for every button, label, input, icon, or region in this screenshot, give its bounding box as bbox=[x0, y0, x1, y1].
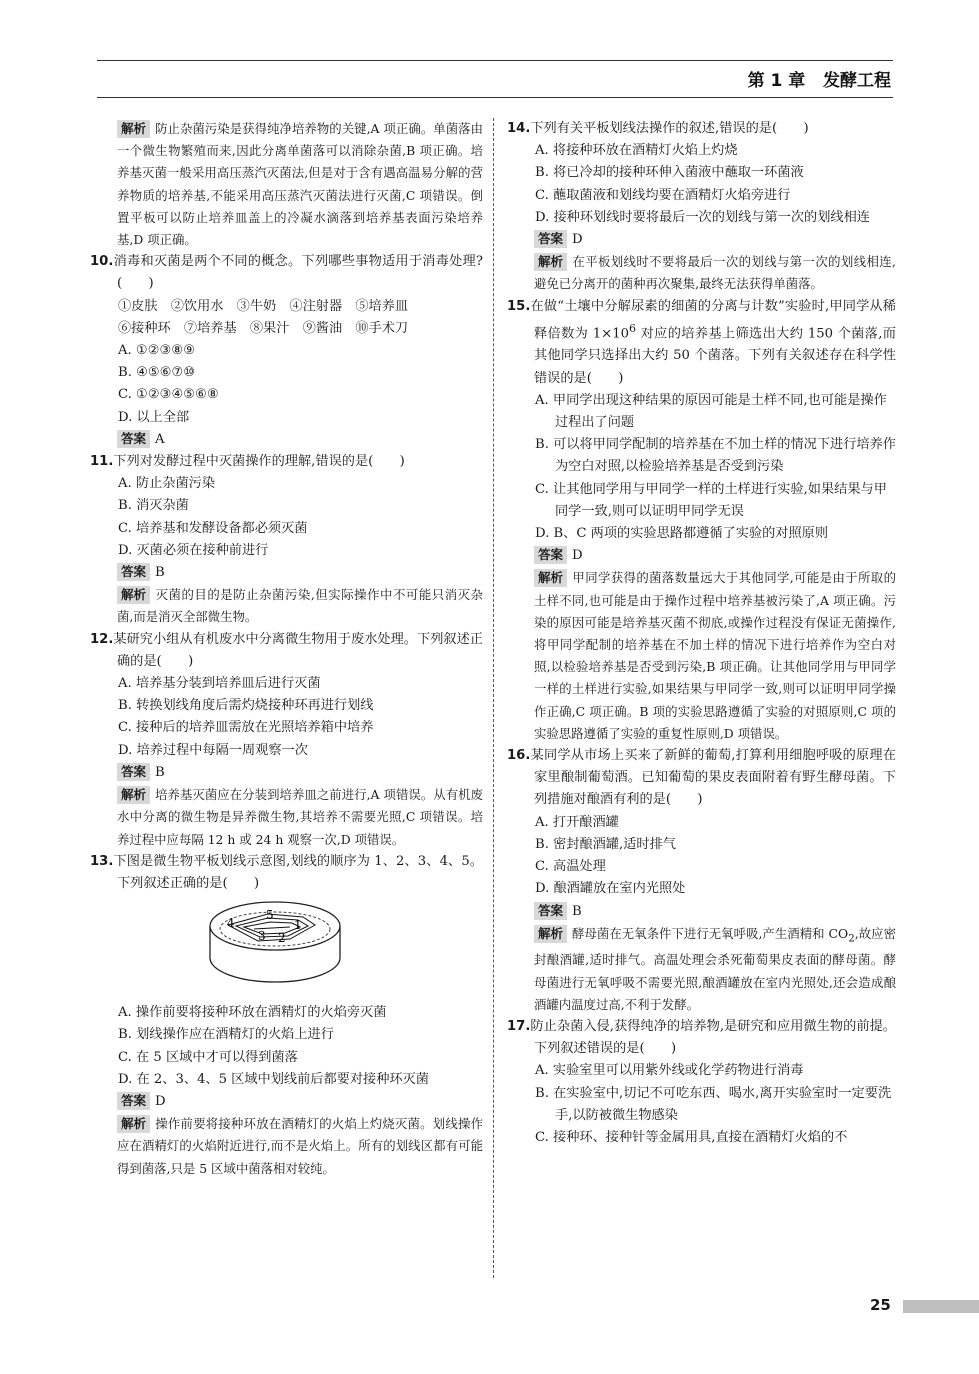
answer-tag: 答案 bbox=[534, 902, 567, 920]
explanation: 解析 在平板划线时不要将最后一次的划线与第一次的划线相连,避免已分离开的菌种再次聚集,最终无法获得单菌落。 bbox=[534, 254, 896, 292]
option-c: C. 培养基和发酵设备都必须灭菌 bbox=[118, 520, 308, 536]
item-list: ⑥接种环 ⑦培养基 ⑧果汁 ⑨酱油 ⑩手术刀 bbox=[118, 320, 409, 336]
question-stem: 14.下列有关平板划线法操作的叙述,错误的是( ) bbox=[507, 121, 809, 136]
explanation-tag: 解析 bbox=[117, 120, 150, 138]
option-d: D. 酿酒罐放在室内光照处 bbox=[535, 881, 686, 897]
explanation-tag: 解析 bbox=[534, 569, 567, 587]
option-a: A. 防止杂菌污染 bbox=[118, 476, 216, 492]
explanation-tag: 解析 bbox=[534, 253, 567, 271]
option-a: A. ①②③⑧⑨ bbox=[118, 343, 196, 359]
option-a: A. 培养基分装到培养皿后进行灭菌 bbox=[118, 676, 321, 692]
question-12 bbox=[90, 629, 483, 851]
page-number: 25 bbox=[870, 1296, 891, 1314]
question-stem: 13.下图是微生物平板划线示意图,划线的顺序为 1、2、3、4、5。下列叙述正确的是( ) bbox=[90, 853, 483, 891]
petri-dish-diagram bbox=[200, 896, 350, 996]
question-10 bbox=[90, 251, 483, 451]
item-list: ①皮肤 ②饮用水 ③牛奶 ④注射器 ⑤培养皿 bbox=[118, 298, 409, 314]
option-b: B. 划线操作应在酒精灯的火焰上进行 bbox=[118, 1027, 334, 1043]
question-stem: 10.消毒和灭菌是两个不同的概念。下列哪些事物适用于消毒处理?( ) bbox=[90, 254, 483, 292]
question-16 bbox=[507, 745, 896, 1016]
option-b: B. ④⑤⑥⑦⑩ bbox=[118, 365, 196, 381]
question-14 bbox=[507, 118, 896, 296]
explanation-tag: 解析 bbox=[117, 586, 150, 604]
header-bottom-rule bbox=[97, 97, 893, 98]
option-d: D. 培养过程中每隔一周观察一次 bbox=[118, 742, 308, 758]
question-stem: 17.防止杂菌入侵,获得纯净的培养物,是研究和应用微生物的前提。下列叙述错误的是( ) bbox=[507, 1018, 896, 1057]
question-15 bbox=[507, 296, 896, 745]
zone-label-5: 5 bbox=[266, 908, 274, 923]
option-c: C. 接种后的培养皿需放在光照培养箱中培养 bbox=[118, 720, 374, 736]
option-c: C. 让其他同学用与甲同学一样的土样进行实验,如果结果与甲同学一致,则可以证明甲同学无误 bbox=[535, 481, 887, 519]
option-c: C. 蘸取菌液和划线均要在酒精灯火焰旁进行 bbox=[535, 187, 791, 203]
question-17 bbox=[507, 1016, 896, 1149]
answer: 答案 D bbox=[507, 545, 896, 567]
answer: 答案 B bbox=[507, 901, 896, 923]
answer: 答案 B bbox=[90, 562, 483, 584]
header-top-rule bbox=[97, 60, 893, 61]
option-b: B. 可以将甲同学配制的培养基在不加土样的情况下进行培养作为空白对照,以检验培养基是否受到污染 bbox=[535, 437, 896, 475]
option-d: D. B、C 两项的实验思路都遵循了实验的对照原则 bbox=[535, 526, 829, 542]
option-c: C. 在 5 区域中才可以得到菌落 bbox=[118, 1049, 298, 1065]
answer-tag: 答案 bbox=[117, 563, 150, 581]
option-d: D. 接种环划线时要将最后一次的划线与第一次的划线相连 bbox=[535, 209, 870, 225]
q9-explanation: 解析 防止杂菌污染是获得纯净培养物的关键,A 项正确。单菌落由一个微生物繁殖而来,因此分离单菌落可以消除杂菌,B 项正确。培养基灭菌一般采用高压蒸汽灭菌法,但是对于含有遇高温易分解的营养物质的培养基,不能采用高压蒸汽灭菌法进行灭菌,C 项错误。倒置平板可以防止培养皿盖上的冷凝水滴落到培养基表面污染培养基,D 项正确。 bbox=[117, 121, 483, 248]
option-d: D. 灭菌必须在接种前进行 bbox=[118, 542, 269, 558]
answer: 答案 B bbox=[90, 762, 483, 784]
explanation: 解析 操作前要将接种环放在酒精灯的火焰上灼烧灭菌。划线操作应在酒精灯的火焰附近进行,而不是火焰上。所有的划线区都有可能得到菌落,只是 5 区域中菌落相对较纯。 bbox=[117, 1116, 483, 1176]
explanation-tag: 解析 bbox=[117, 1115, 150, 1133]
option-c: C. 高温处理 bbox=[535, 859, 606, 875]
option-a: A. 将接种环放在酒精灯火焰上灼烧 bbox=[535, 143, 738, 159]
zone-label-3: 3 bbox=[258, 929, 266, 944]
option-b: B. 在实验室中,切记不可吃东西、喝水,离开实验室时一定要洗手,以防被微生物感染 bbox=[535, 1085, 892, 1123]
page-number-bar bbox=[903, 1300, 979, 1313]
zone-label-1: 1 bbox=[294, 918, 302, 933]
column-divider bbox=[493, 118, 494, 1278]
explanation: 解析 灭菌的目的是防止杂菌污染,但实际操作中不可能只消灭杂菌,而是消灭全部微生物。 bbox=[117, 587, 483, 625]
answer-tag: 答案 bbox=[117, 430, 150, 448]
answer-tag: 答案 bbox=[534, 546, 567, 564]
answer-tag: 答案 bbox=[117, 1092, 150, 1110]
option-a: A. 实验室里可以用紫外线或化学药物进行消毒 bbox=[535, 1063, 804, 1079]
question-stem: 11.下列对发酵过程中灭菌操作的理解,错误的是( ) bbox=[90, 454, 405, 470]
left-column bbox=[90, 118, 483, 1180]
option-d: D. 在 2、3、4、5 区域中划线前后都要对接种环灭菌 bbox=[118, 1071, 429, 1087]
option-a: A. 打开酿酒罐 bbox=[535, 814, 619, 830]
zone-label-4: 4 bbox=[227, 916, 235, 931]
explanation-tag: 解析 bbox=[534, 925, 567, 943]
explanation-tag: 解析 bbox=[117, 786, 150, 804]
option-b: B. 转换划线角度后需灼烧接种环再进行划线 bbox=[118, 698, 374, 714]
zone-label-2: 2 bbox=[278, 931, 286, 946]
option-d: D. 以上全部 bbox=[118, 409, 190, 425]
option-b: B. 密封酿酒罐,适时排气 bbox=[535, 836, 676, 852]
answer-tag: 答案 bbox=[117, 763, 150, 781]
explanation: 解析 酵母菌在无氧条件下进行无氧呼吸,产生酒精和 $CO_2$,故应密封酿酒罐,适时排气。高温处理会杀死葡萄果皮表面的酵母菌。酵母菌进行无氧呼吸不需要光照,酿酒罐放在室内光照处,还会造成酿酒罐内温度过高,不利于发酵。 bbox=[534, 925, 896, 1012]
option-b: B. 将已冷却的接种环伸入菌液中蘸取一环菌液 bbox=[535, 165, 804, 181]
explanation: 解析 培养基灭菌应在分装到培养皿之前进行,A 项错误。从有机废水中分离的微生物是异养微生物,其培养不需要光照,C 项错误。培养过程中应每隔 12 h 或 24 h 观察一次,D 项错误。 bbox=[117, 787, 483, 847]
question-stem: 12.某研究小组从有机废水中分离微生物用于废水处理。下列叙述正确的是( ) bbox=[90, 631, 483, 669]
option-c: C. 接种环、接种针等金属用具,直接在酒精灯火焰的不 bbox=[535, 1130, 848, 1145]
chapter-title: 第 1 章 发酵工程 bbox=[747, 71, 891, 91]
option-c: C. ①②③④⑤⑥⑧ bbox=[118, 387, 219, 403]
right-column bbox=[507, 118, 896, 1149]
option-a: A. 操作前要将接种环放在酒精灯的火焰旁灭菌 bbox=[118, 1005, 387, 1021]
answer: 答案 A bbox=[90, 429, 483, 451]
option-a: A. 甲同学出现这种结果的原因可能是土样不同,也可能是操作过程出了问题 bbox=[535, 392, 887, 431]
question-stem: 15.在做“土壤中分解尿素的细菌的分离与计数”实验时,甲同学从稀释倍数为 $1\times 10^6$ 对应的培养基上筛选出大约 150 个菌落,而其他同学只选择出大约 50 个菌落。下列有关叙述存在科学性错误的是( ) bbox=[507, 298, 896, 386]
answer: 答案 D bbox=[507, 229, 896, 251]
option-b: B. 消灭杂菌 bbox=[118, 498, 189, 514]
answer: 答案 D bbox=[90, 1091, 483, 1113]
answer-tag: 答案 bbox=[534, 230, 567, 248]
question-stem: 16.某同学从市场上买来了新鲜的葡萄,打算利用细胞呼吸的原理在家里酿制葡萄酒。已知葡萄的果皮表面附着有野生酵母菌。下列措施对酿酒有利的是( ) bbox=[507, 748, 896, 808]
explanation: 解析 甲同学获得的菌落数量远大于其他同学,可能是由于所取的土样不同,也可能是由于操作过程中培养基被污染了,A 项正确。污染的原因可能是培养基灭菌不彻底,或操作过程没有保证无菌操作,将甲同学配制的培养基在不加土样的情况下进行培养作为空白对照,以检验培养基是否受到污染,B 项正确。让其他同学用与甲同学一样的土样进行实验,如果结果与甲同学一致,则可以证明甲同学操作正确,C 项正确。B 项的实验思路遵循了实验的对照原则,C 项的实验思路遵循了实验的重复性原则,D 项错误。 bbox=[534, 570, 896, 741]
question-13 bbox=[90, 851, 483, 1180]
question-11 bbox=[90, 451, 483, 629]
streak-plate-figure bbox=[90, 896, 483, 996]
